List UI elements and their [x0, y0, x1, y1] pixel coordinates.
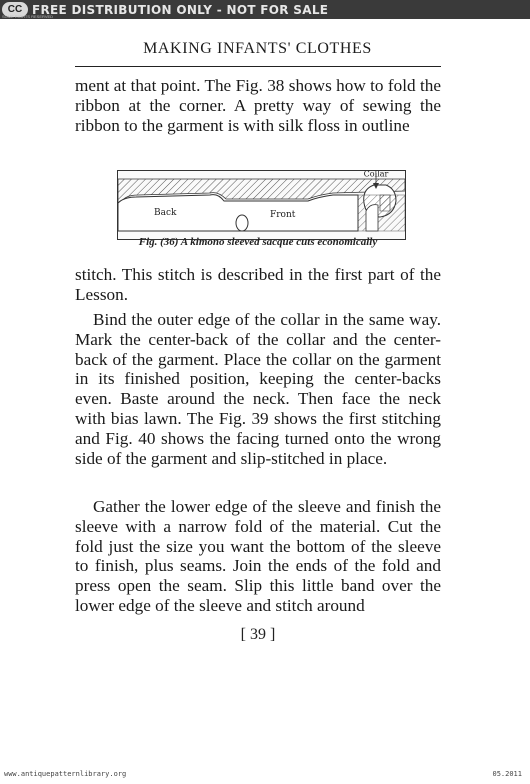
paragraph-continued: ment at that point. The Fig. 38 shows how to fold the ribbon at the corner. A pretty way of sewing the ribbon to the garment is with silk floss in outline: [75, 76, 441, 135]
license-banner-text: FREE DISTRIBUTION ONLY - NOT FOR SALE: [32, 2, 329, 17]
back-label: Back: [154, 208, 177, 218]
collar-label: Collar: [363, 171, 389, 179]
sleeve-notch: [366, 205, 378, 231]
paragraph-stitch: stitch. This stitch is described in the first part of the Lesson.: [75, 265, 441, 304]
paragraph-gather: Gather the lower edge of the sleeve and finish the sleeve with a narrow fold of the material. Cut the fold just the size you want the bottom of the sleeve to finish, plus seams. Join the ends of the fold and press open the seam. Slip this little band over the lower edge of the sleeve and stitch around: [75, 497, 441, 615]
header-rule: [75, 66, 441, 67]
neck-cutout: [236, 215, 248, 231]
cc-logo-subtext: SOME RIGHTS RESERVED: [2, 14, 54, 19]
hatched-waste-right: [358, 195, 405, 231]
running-head: MAKING INFANTS' CLOTHES: [143, 40, 372, 57]
page-number: [ 39 ]: [240, 626, 276, 643]
creative-commons-logo-icon: CC: [2, 2, 28, 17]
front-label: Front: [270, 210, 296, 220]
license-banner: [0, 0, 530, 19]
sacque-pattern-diagram: [118, 171, 405, 239]
paragraph-bind: Bind the outer edge of the collar in the same way. Mark the center-back of the collar and the center-back of the garment. Place the collar on the garment in its finished position, keeping the center-backs even. Baste around the neck. Then face the neck with bias lawn. The Fig. 39 shows the first stitching and Fig. 40 shows the facing turned onto the wrong side of the garment and slip-stitched in place.: [75, 310, 441, 468]
footer-date: 05.2011: [492, 770, 522, 778]
figure-caption: Fig. (36) A kimono sleeved sacque cuts economically: [138, 236, 378, 248]
footer-url: www.antiquepatternlibrary.org: [4, 770, 127, 778]
pattern-figure: [117, 170, 406, 240]
